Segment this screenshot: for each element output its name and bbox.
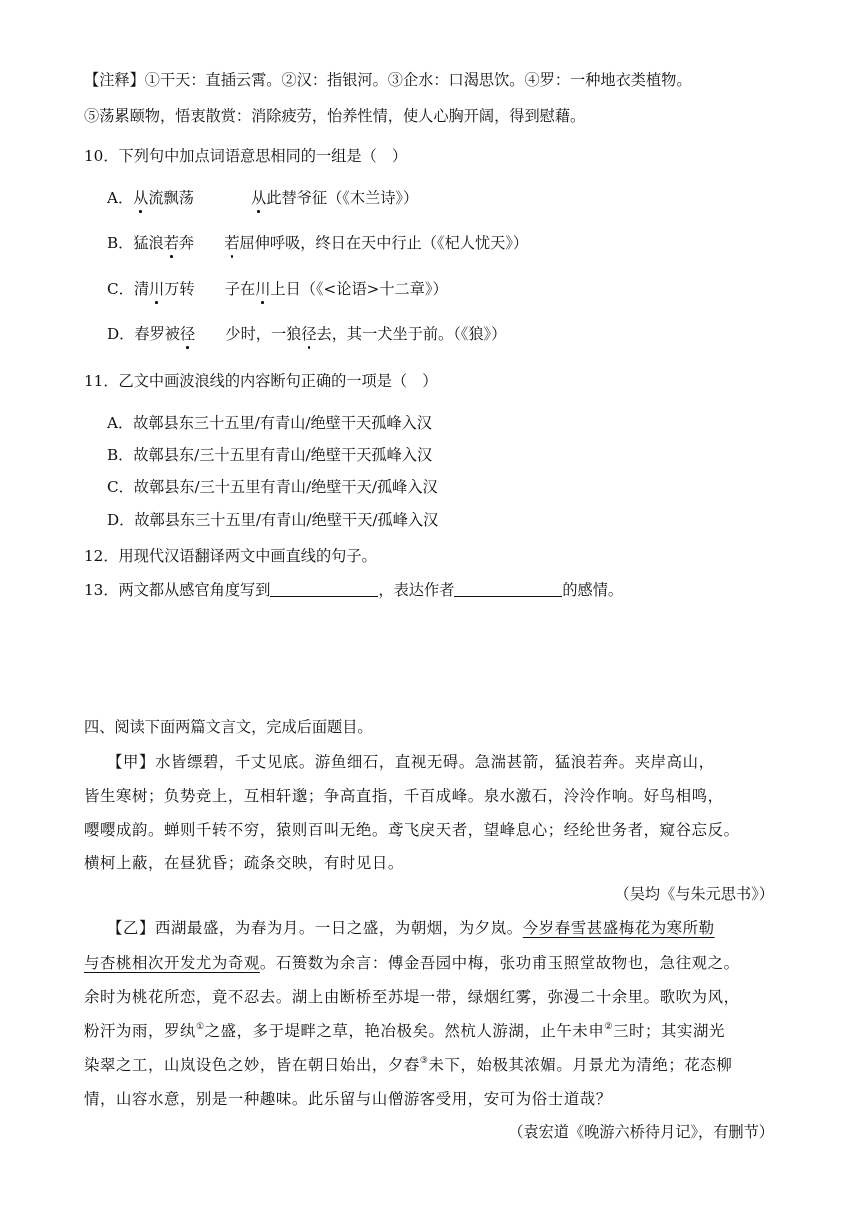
q10-option-b xyxy=(107,233,528,253)
question-12: 12．用现代汉语翻译两文中画直线的句子。 xyxy=(84,547,377,565)
option-label: D． xyxy=(107,325,135,343)
option-label: C． xyxy=(107,280,134,298)
answer-blank-1[interactable] xyxy=(270,581,378,597)
underlined-sentence: 今岁春雪甚盛梅花为寒所勒 xyxy=(522,919,715,937)
q13-text: ，表达作者 xyxy=(378,581,455,599)
passage-yi-line: 情，山容水意，别是一种趣味。此乐留与山僧游客受用，安可为俗士道哉？ xyxy=(84,1090,612,1108)
underlined-sentence: 与杏桃相次开发尤为奇观 xyxy=(84,954,260,972)
dotted-char: 从 xyxy=(133,189,149,207)
question-11-stem: 11．乙文中画波浪线的内容断句正确的一项是（ ） xyxy=(84,372,438,390)
option-text-a: 清川万转 xyxy=(133,280,195,298)
passage-jia-line: 嘤嘤成韵。蝉则千转不穷，猿则百叫无绝。鸢飞戾天者，望峰息心；经纶世务者，窥谷忘反。 xyxy=(84,821,740,839)
passage-yi-line: 【乙】西湖最盛，为春为月。一日之盛，为朝烟，为夕岚。今岁春雪甚盛梅花为寒所勒 xyxy=(107,919,715,937)
footnote-marker: ① xyxy=(195,1022,205,1032)
answer-blank-2[interactable] xyxy=(454,581,562,597)
option-label: A． xyxy=(107,189,134,207)
q11-option-d: D．故鄣县东三十五里/有青山/绝壁干天/孤峰入汉 xyxy=(107,511,439,529)
dotted-char: 若 xyxy=(224,234,240,252)
q11-option-a: A．故鄣县东三十五里/有青山/绝壁干天孤峰入汉 xyxy=(107,414,432,432)
passage-yi-line: 与杏桃相次开发尤为奇观。石篑数为余言：傅金吾园中梅，张功甫玉照堂故物也，急往观之。 xyxy=(84,954,740,972)
note-line-2: ⑤荡累颐物，悟衷散赏：消除疲劳，怡养性情，使人心胸开阔，得到慰藉。 xyxy=(84,107,586,125)
q10-option-c xyxy=(107,279,448,299)
section-4-heading: 四、阅读下面两篇文言文，完成后面题目。 xyxy=(84,718,373,736)
footnote-marker: ③ xyxy=(419,1056,429,1066)
q11-option-c: C．故鄣县东/三十五里有青山/绝壁干天/孤峰入汉 xyxy=(107,478,438,496)
footnote-marker: ② xyxy=(604,1022,614,1032)
question-10-stem: 10．下列句中加点词语意思相同的一组是（ ） xyxy=(84,147,408,165)
passage-jia-line: 皆生寒树；负势竞上，互相轩邈；争高直指，千百成峰。泉水激石，泠泠作响。好鸟相鸣， xyxy=(84,787,724,805)
passage-yi-source: （袁宏道《晚游六桥待月记》，有删节） xyxy=(508,1123,774,1141)
option-text-b: 若屈伸呼吸，终日在天中行止（《杞人忧天》） xyxy=(224,234,529,252)
dotted-char: 径 xyxy=(179,325,196,343)
dotted-char: 若 xyxy=(163,234,179,252)
note-line-1: 【注释】①干天：直插云霄。②汉：指银河。③企水：口渴思饮。④罗：一种地衣类植物。 xyxy=(84,71,692,89)
passage-yi-line: 染翠之工，山岚设色之妙，皆在朝日始出，夕舂③未下，始极其浓媚。月景尤为清绝；花态柳 xyxy=(84,1056,733,1074)
q10-option-d xyxy=(107,324,506,344)
dotted-char: 川 xyxy=(149,280,165,298)
dotted-char: 径 xyxy=(301,325,317,343)
passage-yi-line: 余时为桃花所恋，竟不忍去。湖上由断桥至苏堤一带，绿烟红雾，弥漫二十余里。歌吹为风， xyxy=(84,988,740,1006)
option-label: B． xyxy=(107,234,134,252)
option-text-a: 从流飘荡 xyxy=(133,189,194,207)
passage-jia-line: 横柯上蔽，在昼犹昏；疏条交映，有时见日。 xyxy=(84,854,404,872)
option-text-b: 从此替爷征（《木兰诗》） xyxy=(251,189,419,207)
q13-text: 的感情。 xyxy=(562,581,624,599)
q13-text: 13．两文都从感官角度写到 xyxy=(84,581,271,599)
question-13 xyxy=(84,580,623,600)
passage-jia-source: （吴均《与朱元思书》） xyxy=(614,885,774,903)
passage-yi-line: 粉汗为雨，罗纨①之盛，多于堤畔之草，艳冶极矣。然杭人游湖，止午未申②三时；其实湖光 xyxy=(84,1022,725,1040)
option-text-b: 子在川上日（《<论语>十二章》） xyxy=(224,280,448,298)
q11-option-b: B．故鄣县东/三十五里有青山/绝壁干天孤峰入汉 xyxy=(107,446,433,464)
dotted-char: 川 xyxy=(255,280,271,298)
q10-option-a xyxy=(107,188,418,208)
option-text-a: 春罗被径 xyxy=(134,325,196,343)
option-text-a: 猛浪若奔 xyxy=(133,234,195,252)
option-text-b: 少时，一狼径去，其一犬坐于前。（《狼》） xyxy=(225,325,507,343)
passage-jia-line: 【甲】水皆缥碧，千丈见底。游鱼细石，直视无碍。急湍甚箭，猛浪若奔。夹岸高山， xyxy=(107,753,715,771)
dotted-char: 从 xyxy=(251,189,267,207)
